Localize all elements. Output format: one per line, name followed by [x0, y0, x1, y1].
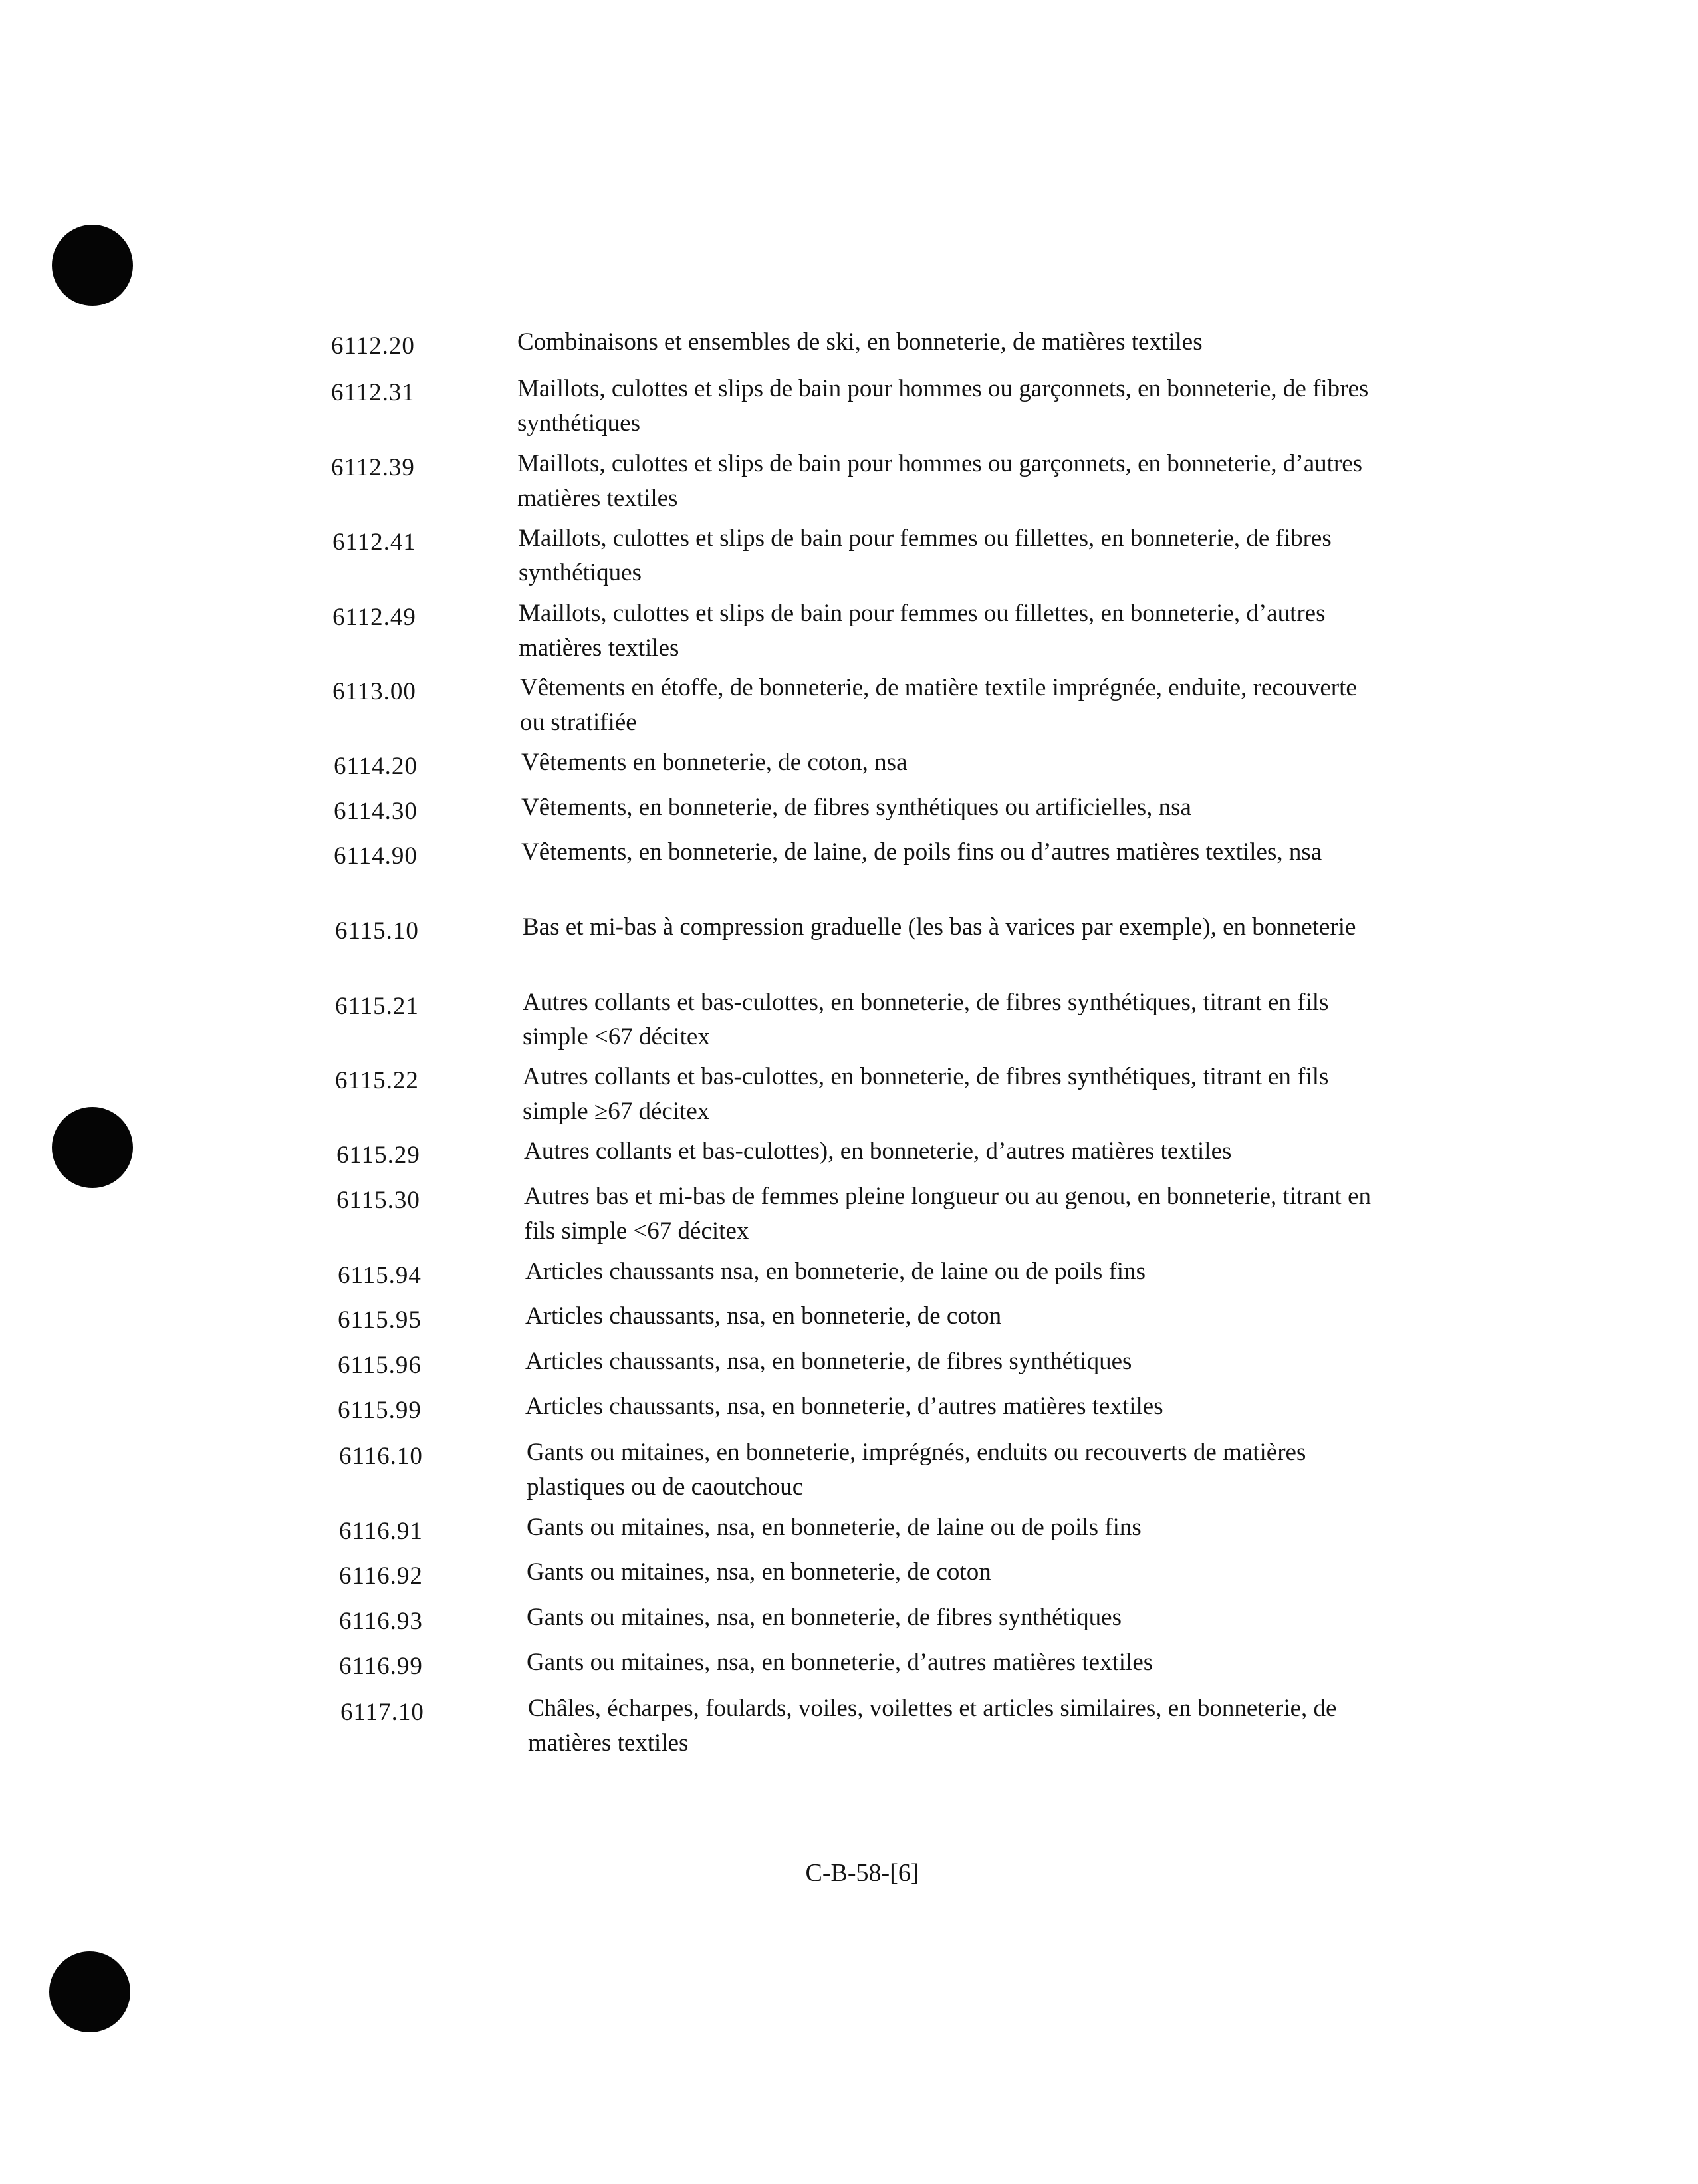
- tariff-code: 6115.10: [335, 917, 419, 945]
- tariff-code: 6115.94: [338, 1262, 422, 1289]
- tariff-code: 6115.21: [335, 993, 419, 1020]
- tariff-code: 6115.96: [338, 1352, 422, 1379]
- tariff-description: Articles chaussants, nsa, en bonneterie, de coton: [525, 1302, 1002, 1330]
- tariff-code: 6114.30: [334, 798, 418, 825]
- tariff-code: 6114.90: [334, 842, 418, 870]
- tariff-code: 6112.39: [331, 454, 415, 481]
- tariff-code: 6115.30: [336, 1187, 420, 1214]
- tariff-description: Vêtements, en bonneterie, de fibres synthétiques ou artificielles, nsa: [521, 794, 1191, 821]
- tariff-description: Autres collants et bas-culottes, en bonneterie, de fibres synthétiques, titrant en fils simple ≥67 décitex: [523, 1063, 1329, 1125]
- tariff-code: 6115.95: [338, 1306, 422, 1334]
- tariff-code: 6112.20: [331, 332, 415, 360]
- tariff-code: 6117.10: [340, 1699, 424, 1726]
- page-reference: C-B-58-[6]: [805, 1859, 919, 1887]
- tariff-description: Maillots, culottes et slips de bain pour femmes ou fillettes, en bonneterie, de fibres synthétiques: [519, 525, 1332, 586]
- punch-hole-bottom: [49, 1951, 130, 2032]
- tariff-description: Maillots, culottes et slips de bain pour hommes ou garçonnets, en bonneterie, d’autres matières textiles: [517, 450, 1363, 512]
- tariff-description: Châles, écharpes, foulards, voiles, voilettes et articles similaires, en bonneterie, de matières textiles: [528, 1695, 1337, 1757]
- tariff-description: Gants ou mitaines, nsa, en bonneterie, de coton: [527, 1558, 991, 1586]
- tariff-description: Autres collants et bas-culottes, en bonneterie, de fibres synthétiques, titrant en fils simple <67 décitex: [523, 989, 1329, 1050]
- tariff-description: Articles chaussants, nsa, en bonneterie, de fibres synthétiques: [525, 1348, 1132, 1375]
- tariff-description: Gants ou mitaines, nsa, en bonneterie, de fibres synthétiques: [527, 1604, 1122, 1631]
- tariff-description: Vêtements en bonneterie, de coton, nsa: [521, 749, 908, 776]
- tariff-description: Vêtements en étoffe, de bonneterie, de matière textile imprégnée, enduite, recouverte ou stratifiée: [520, 674, 1357, 736]
- tariff-code: 6115.99: [338, 1397, 422, 1424]
- tariff-description: Gants ou mitaines, nsa, en bonneterie, d’autres matières textiles: [527, 1649, 1153, 1676]
- tariff-code: 6116.99: [339, 1653, 423, 1680]
- tariff-description: Maillots, culottes et slips de bain pour femmes ou fillettes, en bonneterie, d’autres matières textiles: [519, 600, 1326, 662]
- tariff-code: 6116.92: [339, 1562, 423, 1590]
- tariff-code: 6115.22: [335, 1067, 419, 1094]
- tariff-description: Articles chaussants, nsa, en bonneterie, d’autres matières textiles: [525, 1393, 1163, 1420]
- tariff-description: Autres collants et bas-culottes), en bonneterie, d’autres matières textiles: [524, 1138, 1232, 1165]
- tariff-description: Autres bas et mi-bas de femmes pleine longueur ou au genou, en bonneterie, titrant en fils simple <67 décitex: [524, 1183, 1372, 1245]
- tariff-code: 6114.20: [334, 753, 418, 780]
- tariff-code: 6113.00: [332, 678, 416, 705]
- tariff-code: 6116.91: [339, 1518, 423, 1545]
- tariff-description: Maillots, culottes et slips de bain pour hommes ou garçonnets, en bonneterie, de fibres synthétiques: [517, 375, 1369, 437]
- tariff-code: 6115.29: [336, 1142, 420, 1169]
- tariff-description: Gants ou mitaines, en bonneterie, imprégnés, enduits ou recouverts de matières plastiques ou de caoutchouc: [527, 1439, 1306, 1501]
- tariff-code: 6112.41: [332, 529, 416, 556]
- tariff-description: Gants ou mitaines, nsa, en bonneterie, de laine ou de poils fins: [527, 1514, 1142, 1541]
- tariff-description: Combinaisons et ensembles de ski, en bonneterie, de matières textiles: [517, 328, 1203, 356]
- tariff-code: 6116.93: [339, 1608, 423, 1635]
- tariff-description: Articles chaussants nsa, en bonneterie, de laine ou de poils fins: [525, 1258, 1146, 1285]
- tariff-code: 6112.49: [332, 604, 416, 631]
- tariff-description: Bas et mi-bas à compression graduelle (les bas à varices par exemple), en bonneterie: [523, 913, 1356, 941]
- tariff-code: 6112.31: [331, 379, 415, 406]
- tariff-description: Vêtements, en bonneterie, de laine, de poils fins ou d’autres matières textiles, nsa: [521, 838, 1322, 866]
- tariff-code: 6116.10: [339, 1443, 423, 1470]
